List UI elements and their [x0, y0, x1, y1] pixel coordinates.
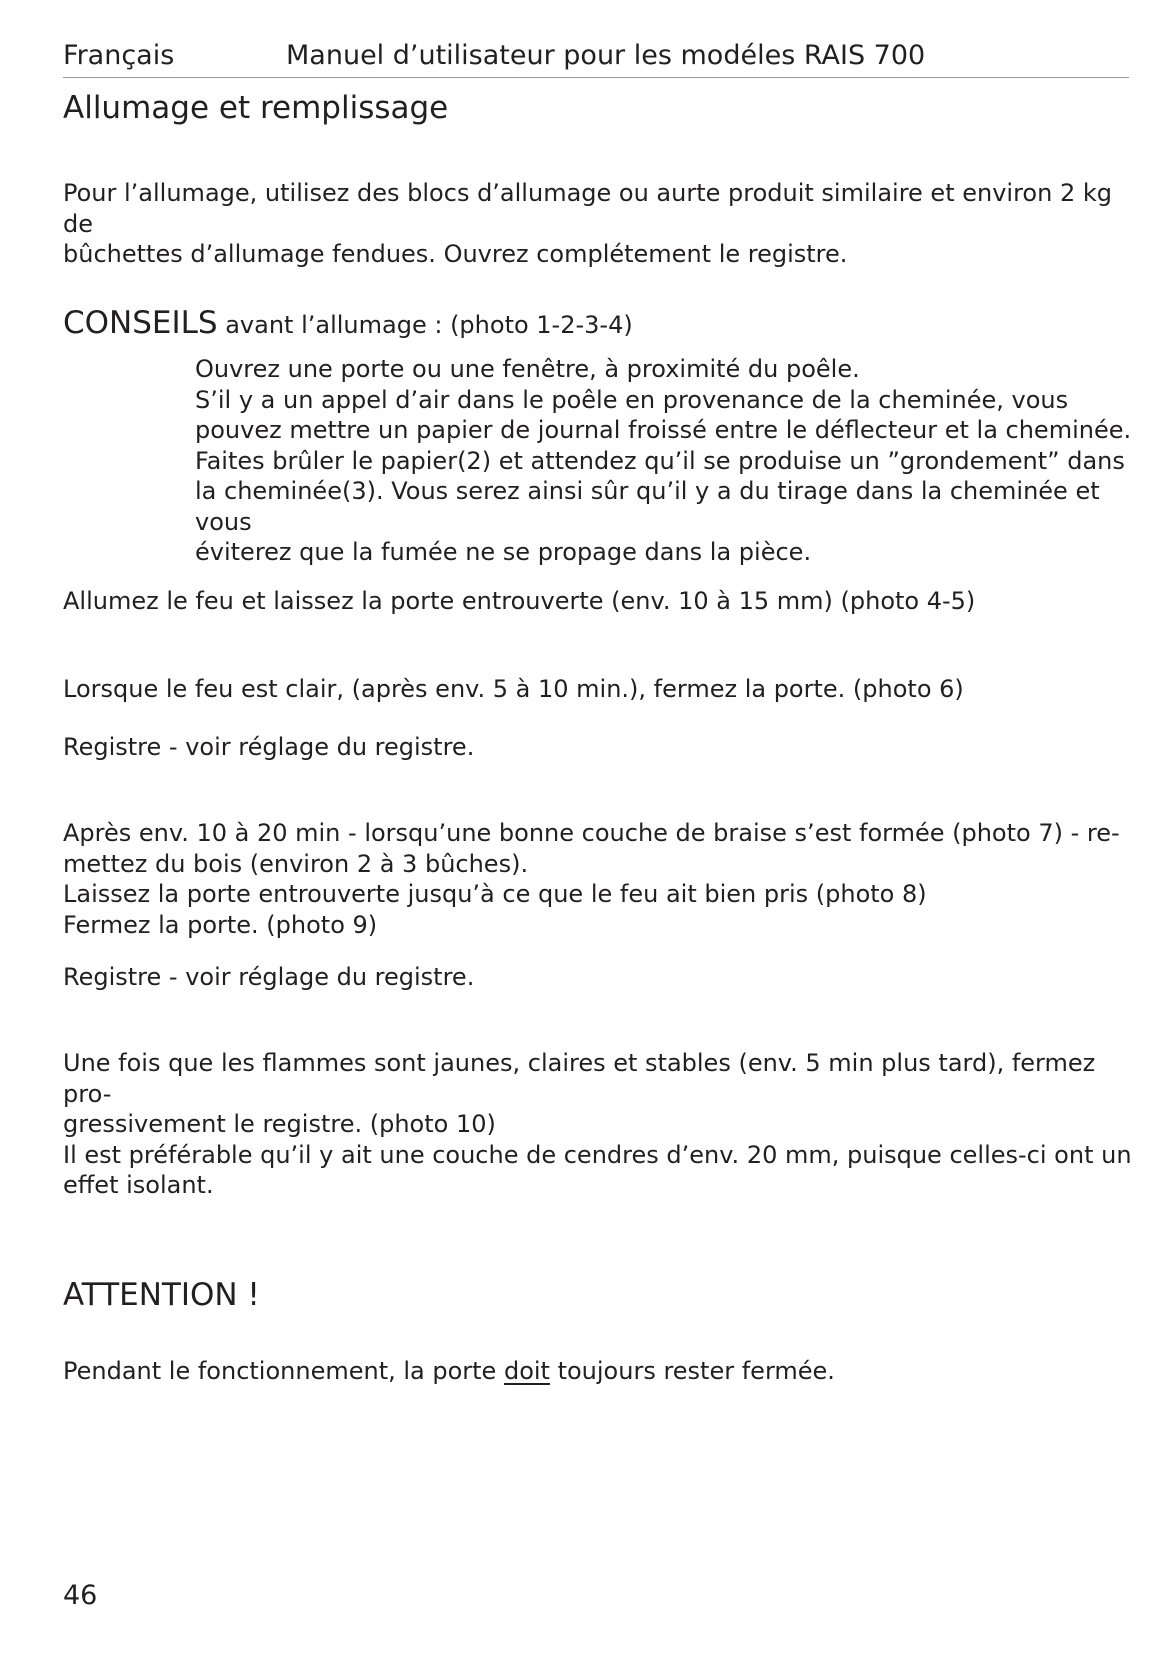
- step-close-door: Lorsque le feu est clair, (après env. 5 à 10 min.), fermez la porte. (photo 6): [63, 675, 964, 703]
- refill-line: mettez du bois (environ 2 à 3 bûches).: [63, 849, 529, 878]
- registre-note: Registre - voir réglage du registre.: [63, 733, 475, 761]
- conseils-line: la cheminée(3). Vous serez ainsi sûr qu’il y a du tirage dans la cheminée et vous: [195, 477, 1100, 536]
- flames-line: Il est préférable qu’il y ait une couche de cendres d’env. 20 mm, puisque celles-ci ont un: [63, 1140, 1132, 1169]
- conseils-paragraph: [195, 354, 1155, 568]
- conseils-line: Faites brûler le papier(2) et attendez qu’il se produise un ”grondement” dans: [195, 446, 1125, 475]
- intro-paragraph: [63, 178, 1133, 270]
- conseils-line: éviterez que la fumée ne se propage dans la pièce.: [195, 538, 812, 566]
- registre-note: Registre - voir réglage du registre.: [63, 963, 475, 991]
- header-language: Français: [63, 40, 175, 71]
- header-divider: [63, 77, 1129, 78]
- attention-text: [63, 1356, 1133, 1387]
- refill-line: Laissez la porte entrouverte jusqu’à ce que le feu ait bien pris (photo 8): [63, 880, 927, 908]
- attention-emphasis: doit: [503, 1357, 550, 1385]
- conseils-line: pouvez mettre un papier de journal froissé entre le déflecteur et la cheminée.: [195, 416, 1132, 444]
- step-light-fire: Allumez le feu et laissez la porte entrouverte (env. 10 à 15 mm) (photo 4-5): [63, 587, 976, 615]
- conseils-label: CONSEILS: [63, 305, 218, 341]
- attention-heading: ATTENTION !: [63, 1277, 260, 1313]
- conseils-line: Ouvrez une porte ou une fenêtre, à proximité du poêle.: [195, 355, 860, 383]
- page-number: 46: [63, 1580, 98, 1611]
- intro-line: Pour l’allumage, utilisez des blocs d’allumage ou aurte produit similaire et environ 2 kg de: [63, 179, 1112, 238]
- step-refill-paragraph: [63, 818, 1133, 940]
- step-flames-paragraph: [63, 1048, 1133, 1201]
- flames-line: gressivement le registre. (photo 10): [63, 1110, 496, 1138]
- attention-text-after: toujours rester fermée.: [549, 1357, 835, 1385]
- refill-line: Fermez la porte. (photo 9): [63, 910, 378, 939]
- attention-text-before: Pendant le fonctionnement, la porte: [63, 1357, 504, 1385]
- header-manual-title: Manuel d’utilisateur pour les modéles RAIS 700: [286, 40, 926, 71]
- refill-line: Après env. 10 à 20 min - lorsqu’une bonne couche de braise s’est formée (photo 7) - re-: [63, 819, 1120, 847]
- flames-line: effet isolant.: [63, 1171, 214, 1199]
- conseils-heading: [63, 305, 633, 341]
- flames-line: Une fois que les flammes sont jaunes, claires et stables (env. 5 min plus tard), fermez pro-: [63, 1049, 1096, 1108]
- conseils-line: S’il y a un appel d’air dans le poêle en provenance de la cheminée, vous: [195, 385, 1069, 414]
- intro-line: bûchettes d’allumage fendues. Ouvrez complétement le registre.: [63, 240, 848, 268]
- page-title: Allumage et remplissage: [63, 90, 449, 126]
- conseils-subheading: avant l’allumage : (photo 1-2-3-4): [217, 311, 633, 339]
